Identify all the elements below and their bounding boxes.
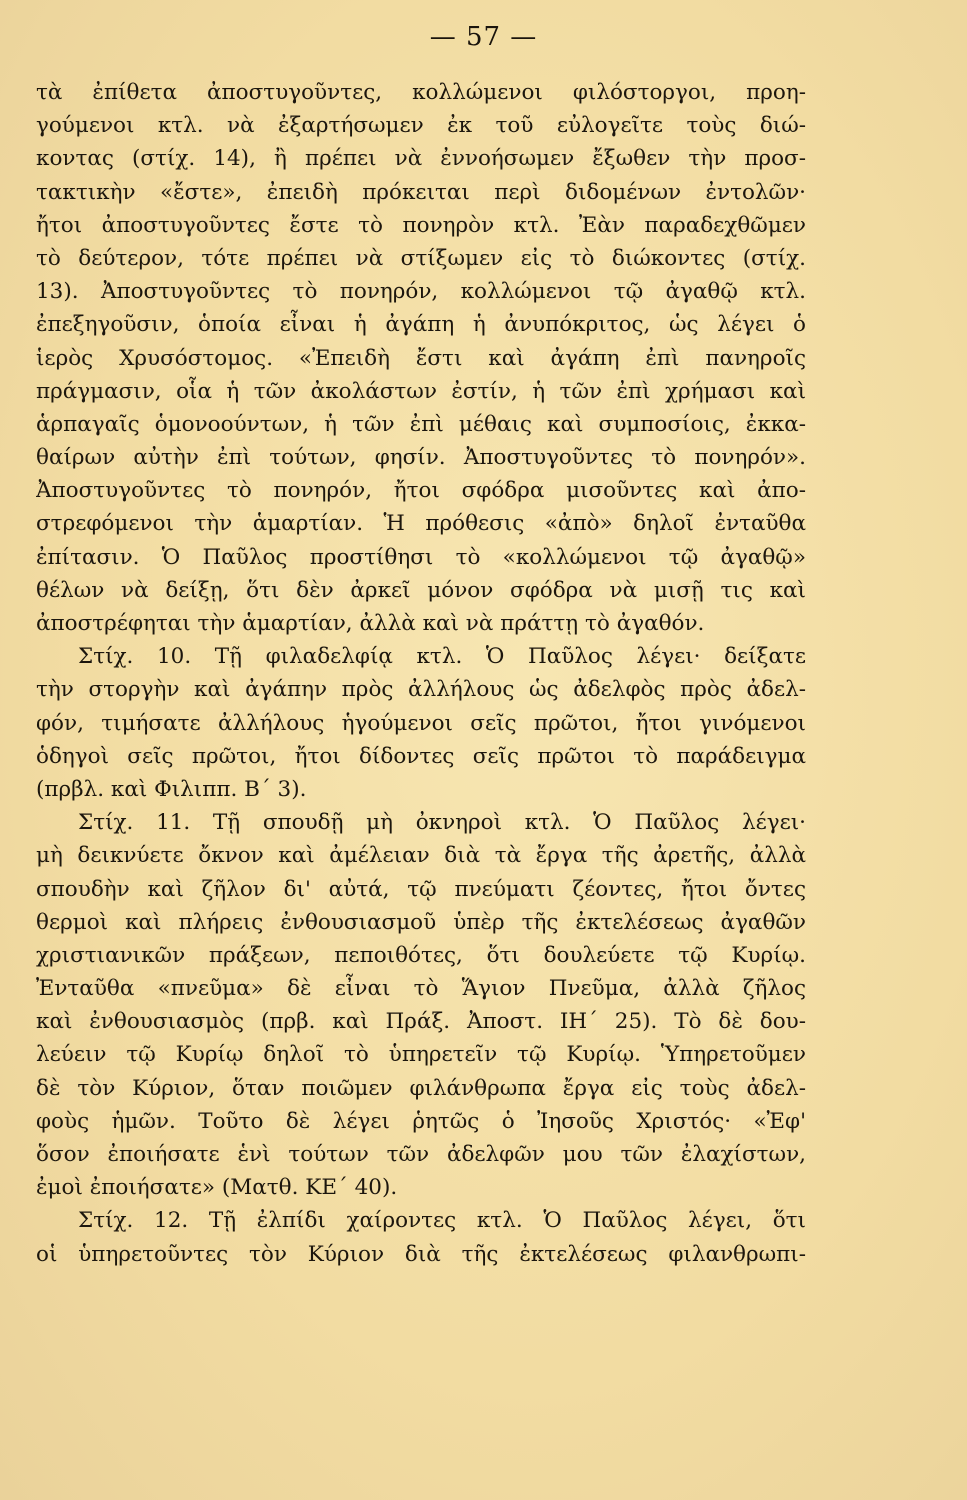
text-line: χριστιανικῶν πράξεων, πεποιθότες, ὅτι δουλεύετε τῷ Κυρίῳ.: [36, 942, 806, 968]
text-line: τὸ δεύτερον, τότε πρέπει νὰ στίξωμεν εἰς τὸ διώκοντες (στίχ.: [36, 245, 806, 271]
text-line: δὲ τὸν Κύριον, ὅταν ποιῶμεν φιλάνθρωπα ἔργα εἰς τοὺς ἀδελ-: [36, 1075, 806, 1101]
text-line: τακτικὴν «ἔστε», ἐπειδὴ πρόκειται περὶ διδομένων ἐντολῶν·: [36, 179, 806, 205]
text-line: ἤτοι ἀποστυγοῦντες ἔστε τὸ πονηρὸν κτλ. Ἐὰν παραδεχθῶμεν: [36, 212, 806, 238]
text-line: γούμενοι κτλ. νὰ ἐξαρτήσωμεν ἐκ τοῦ εὐλογεῖτε τοὺς διώ-: [36, 113, 806, 139]
text-line: οἱ ὑπηρετοῦντες τὸν Κύριον διὰ τῆς ἐκτελέσεως φιλανθρωπι-: [36, 1241, 806, 1267]
text-line: ἱερὸς Χρυσόστομος. «Ἐπειδὴ ἔστι καὶ ἀγάπη ἐπὶ πανηροῖς: [36, 345, 806, 371]
text-line: Ἐνταῦθα «πνεῦμα» δὲ εἶναι τὸ Ἅγιον Πνεῦμα, ἀλλὰ ζῆλος: [36, 976, 806, 1002]
text-line: στρεφόμενοι τὴν ἁμαρτίαν. Ἡ πρόθεσις «ἀπὸ» δηλοῖ ἐνταῦθα: [36, 511, 806, 537]
text-line: θέλων νὰ δείξῃ, ὅτι δὲν ἀρκεῖ μόνον σφόδρα νὰ μισῇ τις καὶ: [36, 577, 806, 603]
text-line: φόν, τιμήσατε ἀλλήλους ἡγούμενοι σεῖς πρῶτοι, ἤτοι γινόμενοι: [36, 710, 806, 736]
text-line: κοντας (στίχ. 14), ἢ πρέπει νὰ ἐννοήσωμεν ἔξωθεν τὴν προσ-: [36, 146, 806, 172]
text-line: μὴ δεικνύετε ὄκνον καὶ ἀμέλειαν διὰ τὰ ἔργα τῆς ἀρετῆς, ἀλλὰ: [36, 843, 806, 869]
text-line: θαίρων αὐτὴν ἐπὶ τούτων, φησίν. Ἀποστυγοῦντες τὸ πονηρόν».: [36, 445, 806, 471]
text-line: καὶ ἐνθουσιασμὸς (πρβ. καὶ Πράξ. Ἀποστ. ΙΗ΄ 25). Τὸ δὲ δου-: [36, 1009, 806, 1035]
text-line: 13). Ἀποστυγοῦντες τὸ πονηρόν, κολλώμενοι τῷ ἀγαθῷ κτλ.: [36, 279, 806, 305]
verse-heading-line: Στίχ. 11. Τῇ σπουδῇ μὴ ὀκνηροὶ κτλ. Ὁ Παῦλος λέγει·: [78, 810, 806, 836]
text-line: τὰ ἐπίθετα ἀποστυγοῦντες, κολλώμενοι φιλόστοργοι, προη-: [36, 80, 806, 105]
text-line: ἐπίτασιν. Ὁ Παῦλος προστίθησι τὸ «κολλώμενοι τῷ ἀγαθῷ»: [36, 544, 806, 570]
body-text: [36, 76, 806, 1271]
text-line: ὅσον ἐποιήσατε ἑνὶ τούτων τῶν ἀδελφῶν μου τῶν ἐλαχίστων,: [36, 1142, 806, 1167]
text-line: ἐπεξηγοῦσιν, ὁποία εἶναι ἡ ἀγάπη ἡ ἀνυπόκριτος, ὡς λέγει ὁ: [36, 312, 806, 338]
text-line: φοὺς ἡμῶν. Τοῦτο δὲ λέγει ῥητῶς ὁ Ἰησοῦς Χριστός· «Ἐφ': [36, 1108, 806, 1134]
verse-heading-line: Στίχ. 12. Τῇ ἐλπίδι χαίροντες κτλ. Ὁ Παῦλος λέγει, ὅτι: [78, 1208, 806, 1234]
text-line: θερμοὶ καὶ πλήρεις ἐνθουσιασμοῦ ὑπὲρ τῆς ἐκτελέσεως ἀγαθῶν: [36, 909, 806, 935]
text-line: σπουδὴν καὶ ζῆλον δι' αὐτά, τῷ πνεύματι ζέοντες, ἤτοι ὄντες: [36, 876, 806, 902]
text-line: Ἀποστυγοῦντες τὸ πονηρόν, ἤτοι σφόδρα μισοῦντες καὶ ἀπο-: [36, 478, 806, 504]
text-line: ἀποστρέφηται τὴν ἁμαρτίαν, ἀλλὰ καὶ νὰ πράττῃ τὸ ἀγαθόν.: [36, 611, 705, 636]
text-line: ἐμοὶ ἐποιήσατε» (Ματθ. ΚΕ΄ 40).: [36, 1175, 398, 1201]
text-line: τὴν στοργὴν καὶ ἀγάπην πρὸς ἀλλήλους ὡς ἀδελφὸς πρὸς ἀδελ-: [36, 677, 806, 703]
text-line: ὁδηγοὶ σεῖς πρῶτοι, ἤτοι δίδοντες σεῖς πρῶτοι τὸ παράδειγμα: [36, 743, 806, 769]
page-number: — 57 —: [429, 22, 538, 52]
text-line: ἁρπαγαῖς ὁμονοούντων, ἡ τῶν ἐπὶ μέθαις καὶ συμποσίοις, ἐκκα-: [36, 411, 806, 437]
text-line: λεύειν τῷ Κυρίῳ δηλοῖ τὸ ὑπηρετεῖν τῷ Κυρίῳ. Ὑπηρετοῦμεν: [36, 1042, 806, 1068]
text-line: πράγμασιν, οἷα ἡ τῶν ἀκολάστων ἐστίν, ἡ τῶν ἐπὶ χρήμασι καὶ: [36, 378, 806, 404]
text-line: (πρβλ. καὶ Φιλιππ. Β΄ 3).: [36, 776, 307, 802]
verse-heading-line: Στίχ. 10. Τῇ φιλαδελφίᾳ κτλ. Ὁ Παῦλος λέγει· δείξατε: [78, 644, 806, 670]
